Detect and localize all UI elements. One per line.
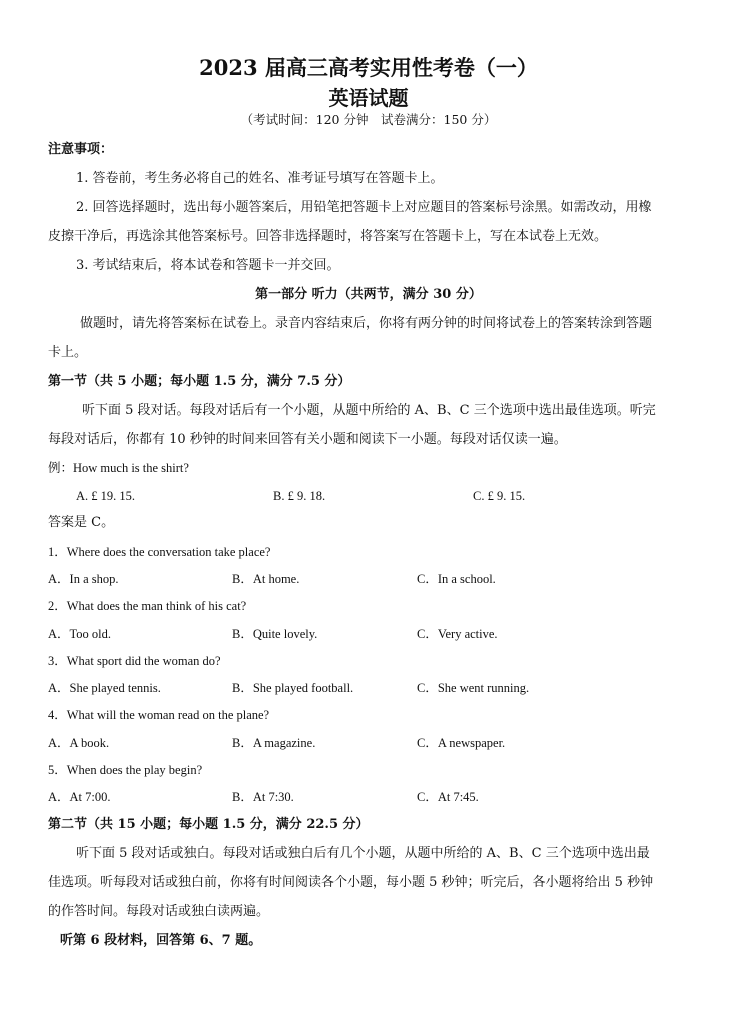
note-item-1: 1. 答卷前，考生务必将自己的姓名、准考证号填写在答题卡上。 xyxy=(76,171,444,186)
exam-subject: 英语试题 xyxy=(328,86,409,110)
exam-title: 2023 届高三高考实用性考卷（一） xyxy=(199,55,538,80)
example-question: 例：How much is the shirt? xyxy=(48,461,189,475)
question-2: 2．What does the man think of his cat? xyxy=(48,599,247,613)
q4-option-b: B．A magazine. xyxy=(232,736,316,750)
exam-time-info: （考试时间：120 分钟 试卷满分：150 分） xyxy=(240,112,497,127)
part1-heading: 第一部分 听力（共两节，满分 30 分） xyxy=(255,287,482,302)
note-item-2-line1: 2. 回答选择题时，选出每小题答案后，用铅笔把答题卡上对应题目的答案标号涂黑。如需改动，用橡 xyxy=(76,200,652,215)
section2-intro-line3: 的作答时间。每段对话或独白读两遍。 xyxy=(48,904,270,919)
part1-intro-line1: 做题时，请先将答案标在试卷上。录音内容结束后，你将有两分钟的时间将试卷上的答案转涂到答题 xyxy=(80,316,653,331)
q5-option-c: C．At 7:45. xyxy=(417,790,479,804)
section2-intro-line2: 佳选项。听每段对话或独白前，你将有时间阅读各个小题，每小题 5 秒钟；听完后，各小题将给出 5 秒钟 xyxy=(48,875,654,890)
q2-option-c: C．Very active. xyxy=(417,627,498,641)
section1-heading: 第一节（共 5 小题；每小题 1.5 分，满分 7.5 分） xyxy=(48,374,351,389)
q3-option-b: B．She played football. xyxy=(232,681,354,695)
section2-heading: 第二节（共 15 小题；每小题 1.5 分，满分 22.5 分） xyxy=(48,817,369,832)
section2-intro-line1: 听下面 5 段对话或独白。每段对话或独白后有几个小题，从题中所给的 A、B、C 三个选项中选出最 xyxy=(76,846,650,861)
q4-option-c: C．A newspaper. xyxy=(417,736,506,750)
note-item-3: 3. 考试结束后，将本试卷和答题卡一并交回。 xyxy=(76,258,340,273)
section1-intro-line2: 每段对话后，你都有 10 秒钟的时间来回答有关小题和阅读下一小题。每段对话仅读一遍。 xyxy=(48,432,567,447)
question-1: 1．Where does the conversation take place? xyxy=(48,545,271,559)
question-5: 5．When does the play begin? xyxy=(48,763,203,777)
q2-option-b: B．Quite lovely. xyxy=(232,627,318,641)
q1-option-a: A．In a shop. xyxy=(48,572,119,586)
example-option-a: A. £ 19. 15. xyxy=(76,489,136,503)
note-item-2-line2: 皮擦干净后，再选涂其他答案标号。回答非选择题时，将答案写在答题卡上，写在本试卷上无效。 xyxy=(48,229,608,244)
q4-option-a: A．A book. xyxy=(48,736,110,750)
q5-option-b: B．At 7:30. xyxy=(232,790,294,804)
question-3: 3．What sport did the woman do? xyxy=(48,654,221,668)
q3-option-a: A．She played tennis. xyxy=(48,681,161,695)
question-4: 4．What will the woman read on the plane? xyxy=(48,708,270,722)
example-option-b: B. £ 9. 18. xyxy=(273,489,326,503)
q1-option-c: C．In a school. xyxy=(417,572,496,586)
material-6-heading: 听第 6 段材料，回答第 6、7 题。 xyxy=(60,933,262,948)
q5-option-a: A．At 7:00. xyxy=(48,790,111,804)
notes-heading: 注意事项： xyxy=(48,142,114,157)
q3-option-c: C．She went running. xyxy=(417,681,530,695)
example-answer: 答案是 C。 xyxy=(48,515,115,530)
q2-option-a: A．Too old. xyxy=(48,627,112,641)
section1-intro-line1: 听下面 5 段对话。每段对话后有一个小题，从题中所给的 A、B、C 三个选项中选出最佳选项。听完 xyxy=(82,403,656,418)
q1-option-b: B．At home. xyxy=(232,572,300,586)
example-option-c: C. £ 9. 15. xyxy=(473,489,526,503)
part1-intro-line2: 卡上。 xyxy=(48,345,88,360)
